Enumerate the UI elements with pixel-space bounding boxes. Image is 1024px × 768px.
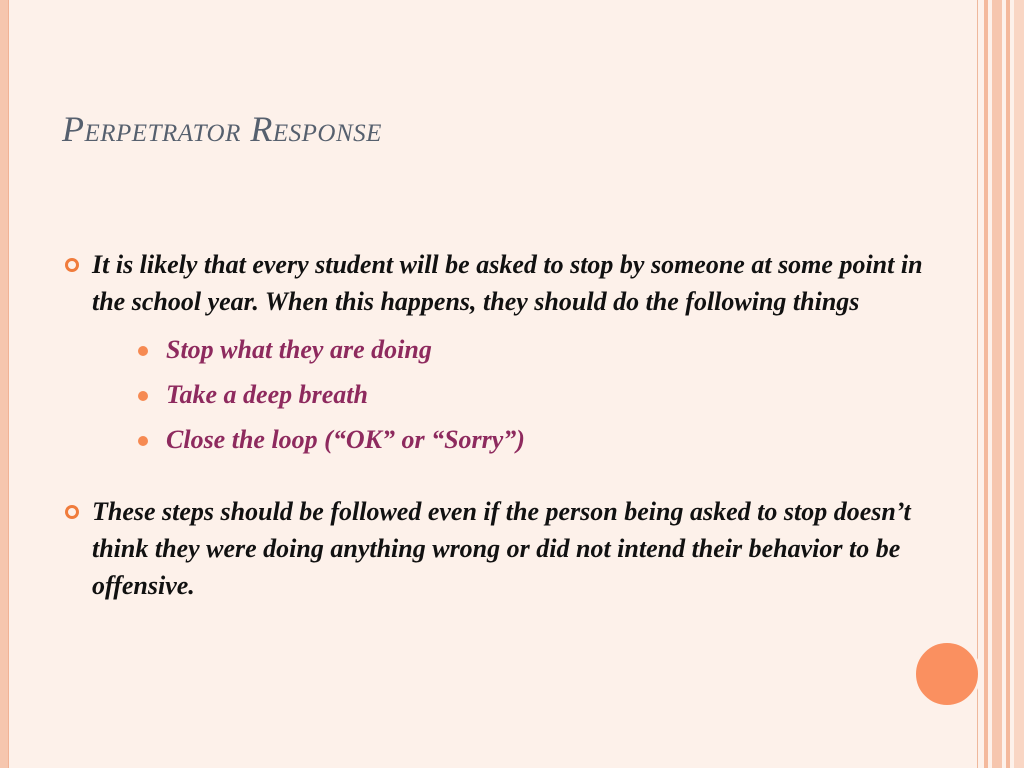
- right-border-stripes: [977, 0, 1024, 768]
- bullet-text: It is likely that every student will be asked to stop by someone at some point in the school year. When this happens, they should do the following things: [92, 250, 923, 316]
- border-stripe: [984, 0, 988, 768]
- dot-bullet-icon: [138, 436, 148, 446]
- sub-bullet-item: [92, 327, 960, 372]
- dot-bullet-icon: [138, 391, 148, 401]
- sub-bullet-item: [92, 372, 960, 417]
- ring-bullet-icon: [65, 505, 79, 519]
- bullet-text: These steps should be followed even if the person being asked to stop doesn’t think they were doing anything wrong or did not intend their behavior to be offensive.: [92, 497, 911, 600]
- sub-bullet-list: [92, 327, 960, 462]
- bullet-item: [60, 246, 960, 462]
- bullet-item: [60, 493, 960, 604]
- sub-bullet-text: Take a deep breath: [166, 380, 368, 409]
- slide-title: Perpetrator Response: [62, 109, 382, 149]
- left-border-stripe: [0, 0, 9, 768]
- slide-content: [60, 246, 960, 604]
- decorative-circle: [913, 640, 981, 708]
- sub-bullet-text: Close the loop (“OK” or “Sorry”): [166, 425, 525, 454]
- ring-bullet-icon: [65, 258, 79, 272]
- sub-bullet-item: [92, 417, 960, 462]
- sub-bullet-text: Stop what they are doing: [166, 335, 432, 364]
- border-stripe: [1014, 0, 1024, 768]
- dot-bullet-icon: [138, 346, 148, 356]
- border-stripe: [1006, 0, 1010, 768]
- border-stripe: [992, 0, 1002, 768]
